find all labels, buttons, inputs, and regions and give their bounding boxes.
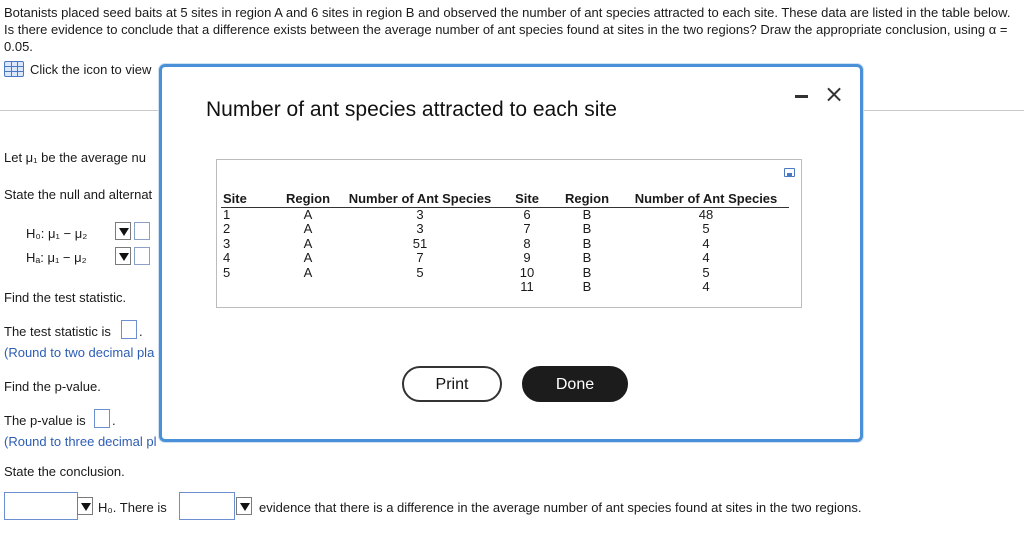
find-test-statistic: Find the test statistic. — [4, 290, 127, 305]
problem-statement: Botanists placed seed baits at 5 sites in region A and 6 sites in region B and observed the number of ant species attracted to each site. These data are listed in the table below. Is there evidence to conclude that a difference exists between the average number of ant species found at sites in the two regions? Draw the appropriate conclusion, using α = 0.05. — [4, 5, 1011, 54]
data-table-modal — [159, 64, 863, 442]
column-header: Number of Ant Species — [623, 190, 789, 207]
print-button[interactable]: Print — [402, 366, 502, 402]
table-cell: 10 — [519, 264, 535, 280]
evidence-level-dropdown[interactable] — [179, 492, 235, 520]
period: . — [139, 324, 143, 339]
table-cell — [337, 280, 503, 295]
table-cell: 5 — [223, 264, 231, 280]
table-cell: 9 — [523, 250, 531, 265]
p-value-input[interactable] — [94, 409, 110, 428]
ha-operator-dropdown[interactable] — [115, 247, 131, 265]
table-cell: B — [582, 235, 592, 251]
table-cell: B — [582, 264, 592, 280]
table-row — [221, 222, 789, 237]
round-three-decimals-note: (Round to three decimal pl — [4, 434, 157, 449]
modal-title: Number of ant species attracted to each site — [206, 98, 617, 121]
ant-species-table — [221, 190, 789, 295]
table-cell: B — [582, 206, 592, 222]
table-cell: A — [303, 264, 313, 280]
table-cell: 3 — [416, 206, 424, 222]
round-two-decimals-note: (Round to two decimal pla — [4, 345, 155, 360]
table-cell: 11 — [520, 279, 534, 294]
null-alt-prompt: State the null and alternat — [4, 187, 153, 202]
data-table-frame — [216, 159, 802, 308]
column-header: Number of Ant Species — [337, 190, 503, 207]
table-cell: 1 — [223, 206, 231, 222]
table-cell: 4 — [702, 250, 710, 265]
chevron-down-icon[interactable] — [236, 497, 252, 515]
table-row — [221, 266, 789, 281]
table-cell: 7 — [416, 250, 424, 265]
reject-decision-dropdown[interactable] — [4, 492, 78, 520]
table-row — [221, 280, 789, 295]
table-cell: 5 — [416, 264, 424, 280]
period: . — [112, 413, 116, 428]
table-cell: 3 — [416, 221, 424, 236]
minimize-icon[interactable] — [795, 95, 808, 98]
chevron-down-icon[interactable] — [77, 497, 93, 515]
table-cell: B — [582, 221, 592, 236]
find-p-value: Find the p-value. — [4, 379, 101, 394]
test-statistic-input[interactable] — [121, 320, 137, 339]
table-cell: A — [303, 206, 313, 222]
copy-icon[interactable] — [784, 168, 795, 177]
table-grid-icon[interactable] — [4, 61, 24, 77]
test-statistic-prefix: The test statistic is — [4, 324, 111, 339]
table-cell: 7 — [523, 221, 531, 236]
table-cell: 8 — [523, 235, 531, 251]
done-button[interactable]: Done — [522, 366, 628, 402]
h0-label: H₀: μ₁ − μ₂ — [26, 226, 88, 241]
table-row — [221, 251, 789, 266]
table-cell: A — [303, 221, 313, 236]
column-header: Region — [551, 190, 623, 207]
ha-value-input[interactable] — [134, 247, 150, 265]
state-conclusion: State the conclusion. — [4, 464, 125, 479]
table-row — [221, 237, 789, 252]
table-cell: 2 — [223, 221, 231, 236]
table-header-row — [221, 190, 789, 207]
p-value-prefix: The p-value is — [4, 413, 86, 428]
table-cell: A — [303, 235, 313, 251]
table-cell: 48 — [698, 206, 714, 222]
table-cell — [279, 280, 337, 295]
ha-label: Hₐ: μ₁ − μ₂ — [26, 250, 87, 265]
close-icon[interactable]: × — [823, 80, 845, 108]
column-header: Site — [221, 190, 279, 207]
table-cell: 51 — [412, 235, 428, 251]
let-text: Let μ₁ be the average nu — [4, 150, 146, 165]
column-header: Site — [503, 190, 551, 207]
table-cell: B — [582, 279, 592, 294]
table-cell — [221, 280, 279, 295]
conclusion-tail-text: evidence that there is a difference in the average number of ant species found at sites in the two regions. — [259, 500, 862, 515]
help-link-text[interactable]: Click the icon to view — [30, 61, 152, 77]
table-cell: 4 — [702, 235, 710, 251]
column-header: Region — [279, 190, 337, 207]
help-link-row[interactable] — [4, 61, 151, 77]
conclusion-h0-text: H₀. There is — [98, 500, 167, 515]
table-cell: 3 — [223, 235, 231, 251]
h0-operator-dropdown[interactable] — [115, 222, 131, 240]
table-cell: 4 — [223, 250, 231, 265]
h0-value-input[interactable] — [134, 222, 150, 240]
table-row — [221, 207, 789, 222]
table-cell: B — [582, 250, 592, 265]
table-cell: 5 — [702, 221, 710, 236]
table-cell: 6 — [523, 206, 531, 222]
table-cell: 5 — [702, 264, 710, 280]
table-cell: 4 — [702, 279, 710, 294]
table-cell: A — [303, 250, 313, 265]
